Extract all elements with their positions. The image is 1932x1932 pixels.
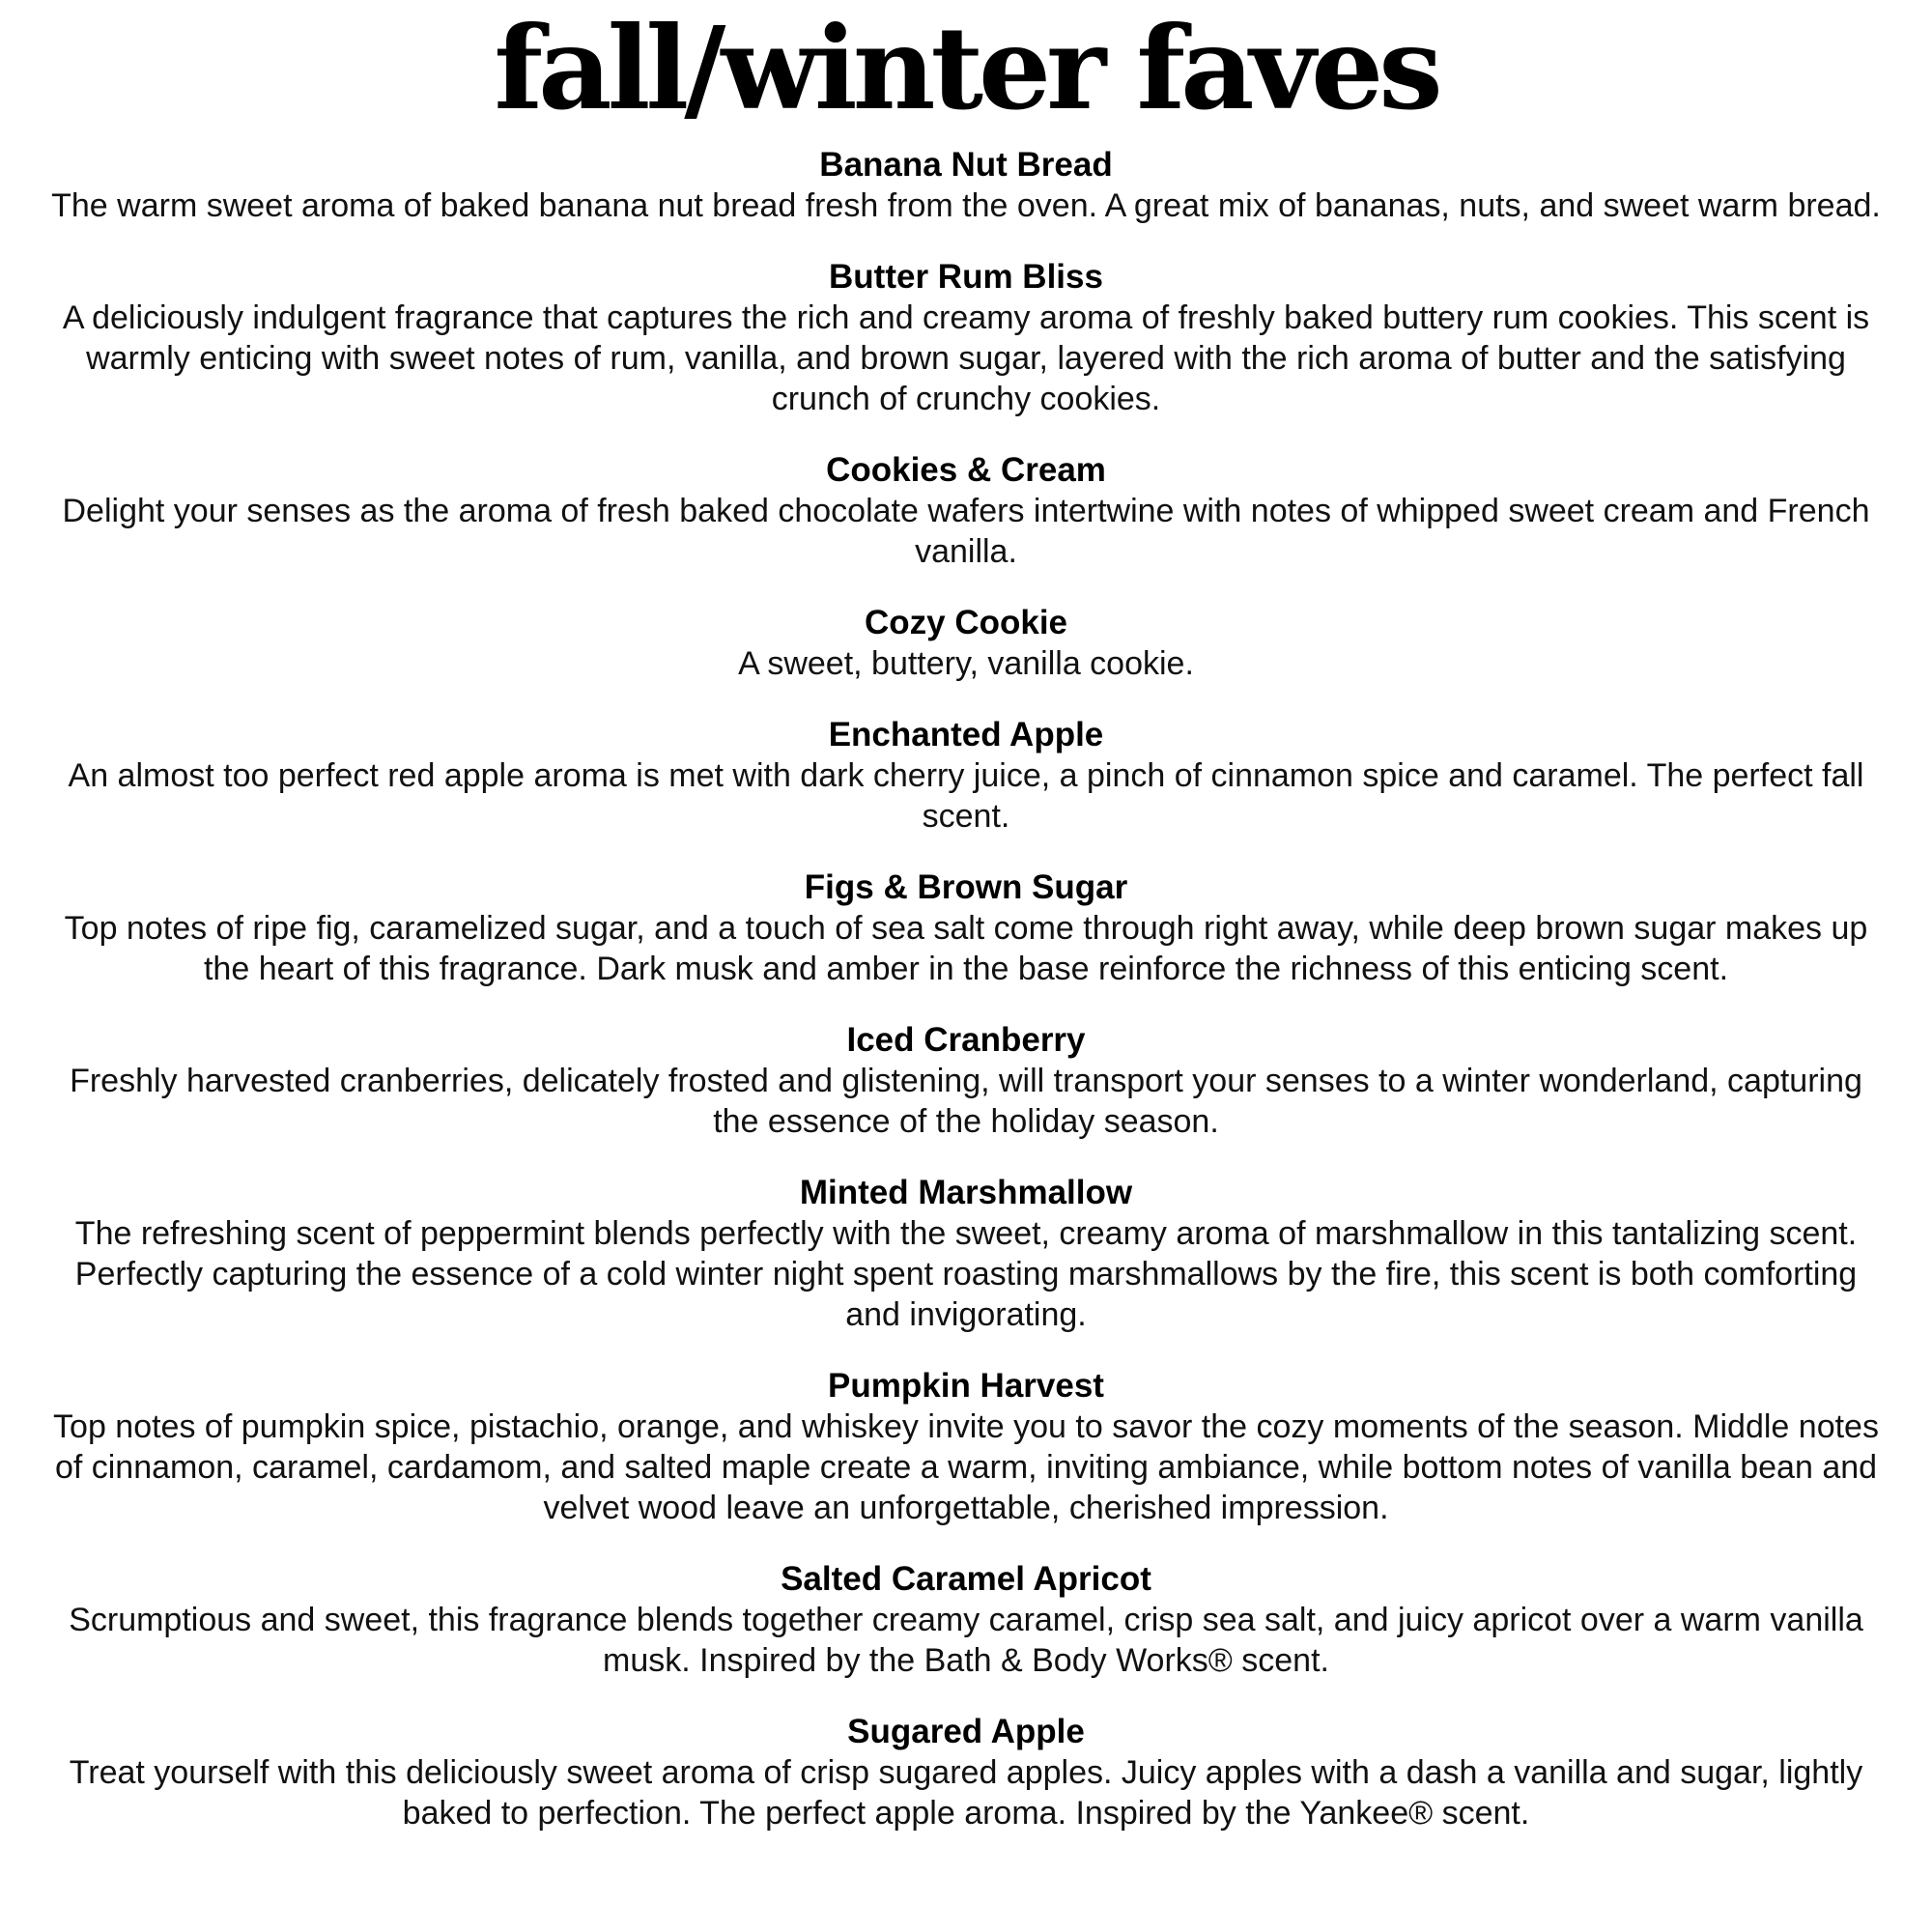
- scent-description: The warm sweet aroma of baked banana nut bread fresh from the oven. A great mix of bananas, nuts, and sweet warm bread.: [51, 187, 1881, 224]
- scent-entry-sugared-apple: [46, 1712, 1886, 1833]
- scent-description: A sweet, buttery, vanilla cookie.: [738, 645, 1194, 682]
- scent-name: Iced Cranberry: [846, 1021, 1086, 1059]
- scent-description: Freshly harvested cranberries, delicately frosted and glistening, will transport your senses to a winter wonderland, capturing the essence of the holiday season.: [70, 1063, 1862, 1140]
- scent-description: Top notes of ripe fig, caramelized sugar, and a touch of sea salt come through right away, while deep brown sugar makes up the heart of this fragrance. Dark musk and amber in the base reinforce the richness of this enticing scent.: [64, 910, 1868, 987]
- scent-name: Banana Nut Bread: [819, 146, 1113, 184]
- scent-entry-butter-rum-bliss: [46, 257, 1886, 419]
- scent-description: Top notes of pumpkin spice, pistachio, orange, and whiskey invite you to savor the cozy moments of the season. Middle notes of cinnamon, caramel, cardamom, and salted maple create a warm, inviting ambiance, while bottom notes of vanilla bean and velvet wood leave an unforgettable, cherished impression.: [53, 1408, 1879, 1526]
- scent-name: Salted Caramel Apricot: [781, 1560, 1151, 1598]
- scent-name: Butter Rum Bliss: [829, 258, 1103, 296]
- scent-description: Delight your senses as the aroma of fresh baked chocolate wafers intertwine with notes of whipped sweet cream and French vanilla.: [62, 493, 1870, 570]
- scent-entry-iced-cranberry: [46, 1020, 1886, 1142]
- scent-entry-minted-marshmallow: [46, 1173, 1886, 1335]
- scent-name: Minted Marshmallow: [799, 1174, 1133, 1211]
- page-title: fall/winter faves: [494, 1, 1438, 135]
- scent-entry-cozy-cookie: [46, 603, 1886, 684]
- scent-name: Enchanted Apple: [828, 716, 1104, 753]
- scent-description: Scrumptious and sweet, this fragrance blends together creamy caramel, crisp sea salt, and juicy apricot over a warm vanilla musk. Inspired by the Bath & Body Works® scent.: [69, 1602, 1863, 1679]
- scent-entry-enchanted-apple: [46, 715, 1886, 837]
- scent-name: Cozy Cookie: [864, 604, 1068, 641]
- scent-entry-banana-nut-bread: [46, 145, 1886, 226]
- scent-description: An almost too perfect red apple aroma is met with dark cherry juice, a pinch of cinnamon spice and caramel. The perfect fall scent.: [68, 757, 1864, 835]
- scent-description: Treat yourself with this deliciously sweet aroma of crisp sugared apples. Juicy apples with a dash a vanilla and sugar, lightly baked to perfection. The perfect apple aroma. Inspired by the Yankee® scent.: [69, 1754, 1863, 1832]
- scent-name: Cookies & Cream: [826, 451, 1106, 489]
- scent-description: The refreshing scent of peppermint blends perfectly with the sweet, creamy aroma of marshmallow in this tantalizing scent. Perfectly capturing the essence of a cold winter night spent roasting marshmallows by the fire, this scent is both comforting and invigorating.: [74, 1215, 1858, 1333]
- scent-entry-pumpkin-harvest: [46, 1366, 1886, 1528]
- scent-name: Figs & Brown Sugar: [804, 868, 1128, 906]
- scent-name: Sugared Apple: [847, 1713, 1085, 1750]
- scent-description: A deliciously indulgent fragrance that captures the rich and creamy aroma of freshly baked buttery rum cookies. This scent is warmly enticing with sweet notes of rum, vanilla, and brown sugar, layered with the rich aroma of butter and the satisfying crunch of crunchy cookies.: [62, 299, 1870, 417]
- scent-entry-salted-caramel-apricot: [46, 1559, 1886, 1681]
- scent-entry-cookies-and-cream: [46, 450, 1886, 572]
- scent-entry-figs-and-brown-sugar: [46, 867, 1886, 989]
- scent-name: Pumpkin Harvest: [828, 1367, 1104, 1405]
